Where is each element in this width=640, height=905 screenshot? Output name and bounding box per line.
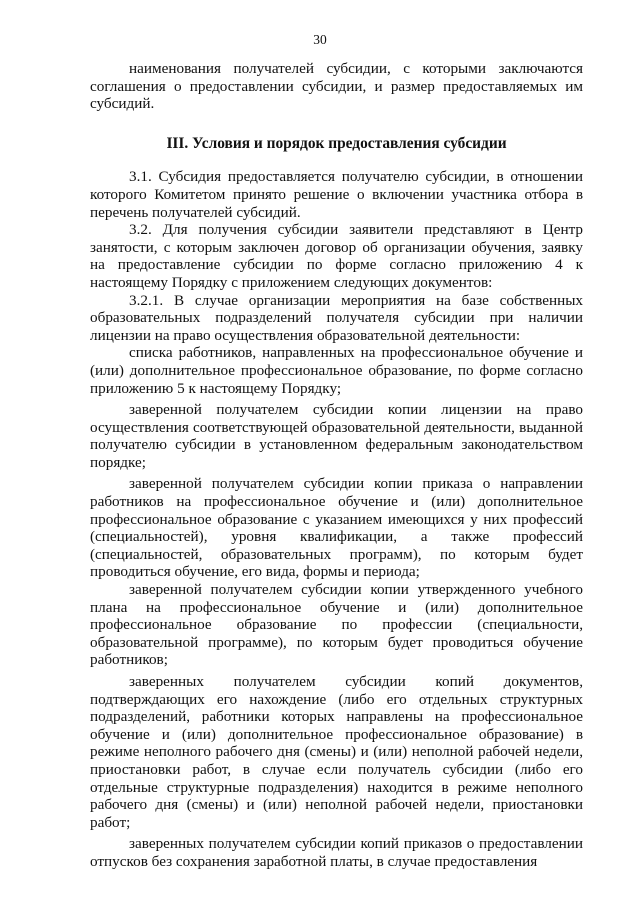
- intro-paragraph: наименования получателей субсидии, с которыми заключаются соглашения о предоставлении субсидии, и размер предоставляемых им субсидий.: [90, 60, 583, 113]
- paragraph-3-2: 3.2. Для получения субсидии заявители представляют в Центр занятости, с которым заключен договор об организации обучения, заявку на предоставление субсидии по форме согласно приложению 4 к настоящему Порядку с приложением следующих документов:: [90, 221, 583, 291]
- list-item-license-copy: заверенной получателем субсидии копии лицензии на право осуществления соответствующей образовательной деятельности, выданной получателю субсидии в установленном федеральным законодательством порядке;: [90, 401, 583, 471]
- list-item-order-copy: заверенной получателем субсидии копии приказа о направлении работников на профессиональное обучение и (или) дополнительное профессиональное образование с указанием имеющихся у них профессий (специальностей), уровня квалификации, а также профессий (специальностей, образовательных программ), по которым будет проводиться обучение, его вида, формы и периода;: [90, 475, 583, 581]
- section-heading: III. Условия и порядок предоставления субсидии: [166, 134, 507, 152]
- list-item-leave-orders: заверенных получателем субсидии копий приказов о предоставлении отпусков без сохранения заработной платы, в случае предоставления: [90, 835, 583, 870]
- list-item-curriculum-copy: заверенной получателем субсидии копии утвержденного учебного плана на профессиональное обучение и (или) дополнительное профессиональное образование по профессии (специальности, образовательной программе), по которым будет проводиться обучение работников;: [90, 581, 583, 669]
- paragraph-3-2-1: 3.2.1. В случае организации мероприятия на базе собственных образовательных подразделений получателя субсидии при наличии лицензии на право осуществления образовательной деятельности:: [90, 291, 583, 344]
- paragraph-3-1: 3.1. Субсидия предоставляется получателю субсидии, в отношении которого Комитетом принято решение о включении участника отбора в перечень получателей субсидий.: [90, 168, 583, 221]
- list-item-employee-list: списка работников, направленных на профессиональное обучение и (или) дополнительное профессиональное образование, по форме согласно приложению 5 к настоящему Порядку;: [90, 344, 583, 397]
- page-number: 30: [313, 32, 327, 47]
- list-item-part-time-documents: заверенных получателем субсидии копий документов, подтверждающих его нахождение (либо его отдельных структурных подразделений, работники которых направлены на профессиональное обучение и (или) дополнительное профессиональное образование) в режиме неполного рабочего дня (смены) и (или) неполной рабочей недели, приостановки работ, в случае если получатель субсидии (либо его отдельные структурные подразделения) находится в режиме неполного рабочего дня (смены) и (или) неполной рабочей недели, приостановки работ;: [90, 673, 583, 831]
- document-body: [90, 60, 583, 871]
